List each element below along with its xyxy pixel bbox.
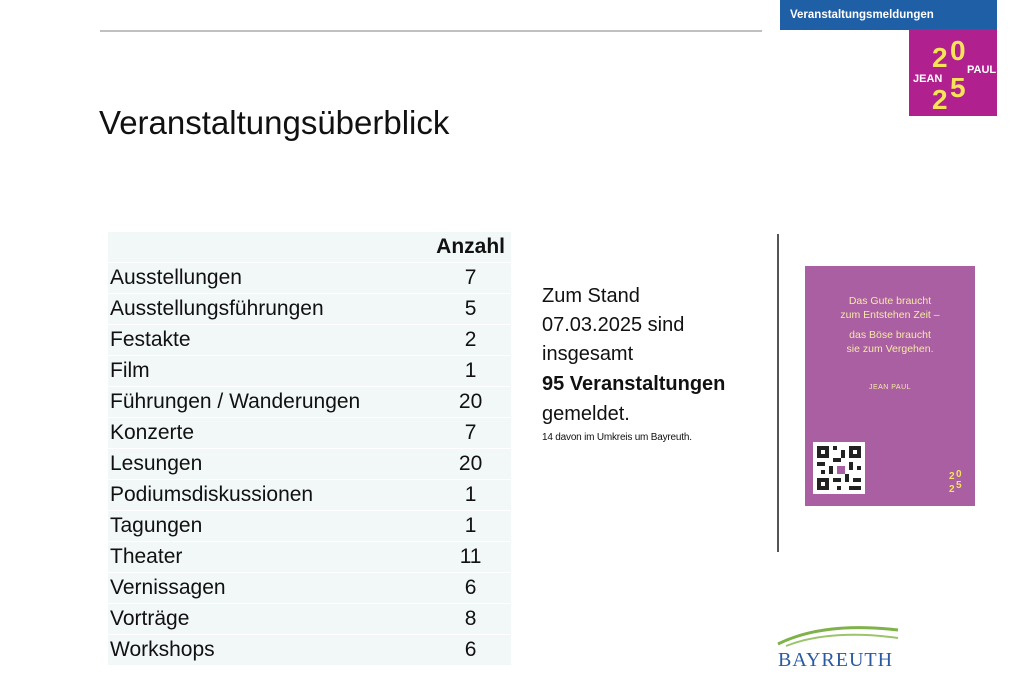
count-column-header: Anzahl <box>436 235 506 258</box>
category-count: 1 <box>464 483 477 506</box>
category-count: 6 <box>464 576 477 599</box>
table-header-row <box>108 232 511 263</box>
poster-quote <box>813 294 967 356</box>
mini-logo-digit-2-top: 2 <box>949 471 955 482</box>
category-count: 20 <box>458 452 483 475</box>
bayreuth-logo <box>776 620 902 674</box>
mini-2025-logo-icon <box>943 468 969 494</box>
table-row <box>108 356 511 387</box>
category-label: Theater <box>110 545 183 568</box>
category-label: Führungen / Wanderungen <box>110 390 361 413</box>
logo-digit-2-top: 2 <box>932 42 948 73</box>
category-count: 2 <box>464 328 477 351</box>
category-label: Lesungen <box>110 452 203 475</box>
category-count: 8 <box>464 607 477 630</box>
table-row <box>108 263 511 294</box>
category-count: 7 <box>464 266 477 289</box>
poster-quote-line-3: das Böse braucht <box>849 329 931 341</box>
logo-jean: JEAN <box>913 73 943 85</box>
bayreuth-wordmark: BAYREUTH <box>778 649 894 671</box>
category-label: Festakte <box>110 328 191 351</box>
poster-quote-line-1: Das Gute braucht <box>848 295 932 307</box>
table-row <box>108 325 511 356</box>
category-column-header <box>108 232 430 263</box>
summary-line-2: 07.03.2025 sind <box>542 314 685 336</box>
poster-author: JEAN PAUL <box>868 384 912 391</box>
summary-footnote: 14 davon im Umkreis um Bayreuth. <box>542 432 692 443</box>
event-category-table <box>108 232 511 666</box>
mini-logo-digit-2-bottom: 2 <box>949 484 955 494</box>
category-label: Ausstellungsführungen <box>110 297 324 320</box>
section-badge-label: Veranstaltungsmeldungen <box>790 9 934 21</box>
section-badge <box>780 0 997 30</box>
category-count: 11 <box>459 545 482 568</box>
logo-digit-0: 0 <box>950 35 966 66</box>
table-row <box>108 604 511 635</box>
category-label: Tagungen <box>110 514 203 537</box>
category-count: 6 <box>464 638 477 661</box>
header-divider <box>100 30 762 32</box>
table-row <box>108 542 511 573</box>
table-row <box>108 635 511 666</box>
page-title: Veranstaltungsüberblick <box>99 104 450 141</box>
table-row <box>108 573 511 604</box>
mini-logo-digit-0: 0 <box>956 469 962 480</box>
category-label: Vorträge <box>110 607 190 630</box>
event-summary <box>542 282 772 445</box>
table-row <box>108 294 511 325</box>
summary-line-1: Zum Stand <box>542 285 640 307</box>
category-label: Vernissagen <box>110 576 226 599</box>
logo-digit-2-bottom: 2 <box>932 84 948 115</box>
summary-line-3: insgesamt <box>542 343 634 365</box>
table-row <box>108 449 511 480</box>
vertical-divider <box>777 234 779 552</box>
category-count: 7 <box>464 421 477 444</box>
category-count: 5 <box>464 297 477 320</box>
jean-paul-2025-logo <box>909 29 997 116</box>
qr-code-icon <box>813 442 865 494</box>
category-count: 20 <box>458 390 483 413</box>
jean-paul-quote-poster <box>805 266 975 506</box>
category-label: Workshops <box>110 638 215 661</box>
logo-digit-5: 5 <box>950 72 966 103</box>
poster-quote-line-2: zum Entstehen Zeit – <box>840 309 940 321</box>
category-count: 1 <box>464 359 477 382</box>
table-row <box>108 418 511 449</box>
table-row <box>108 511 511 542</box>
summary-line-4: gemeldet. <box>542 403 630 425</box>
summary-total: 95 Veranstaltungen <box>542 373 726 395</box>
category-label: Konzerte <box>110 421 195 444</box>
table-row <box>108 480 511 511</box>
table-row <box>108 387 511 418</box>
logo-paul: PAUL <box>967 64 997 76</box>
bayreuth-hills-icon <box>776 620 902 650</box>
mini-logo-digit-5: 5 <box>956 480 962 491</box>
poster-quote-line-4: sie zum Vergehen. <box>846 343 934 355</box>
category-count: 1 <box>464 514 477 537</box>
category-label: Film <box>110 359 150 382</box>
category-label: Podiumsdiskussionen <box>110 483 314 506</box>
category-label: Ausstellungen <box>110 266 242 289</box>
